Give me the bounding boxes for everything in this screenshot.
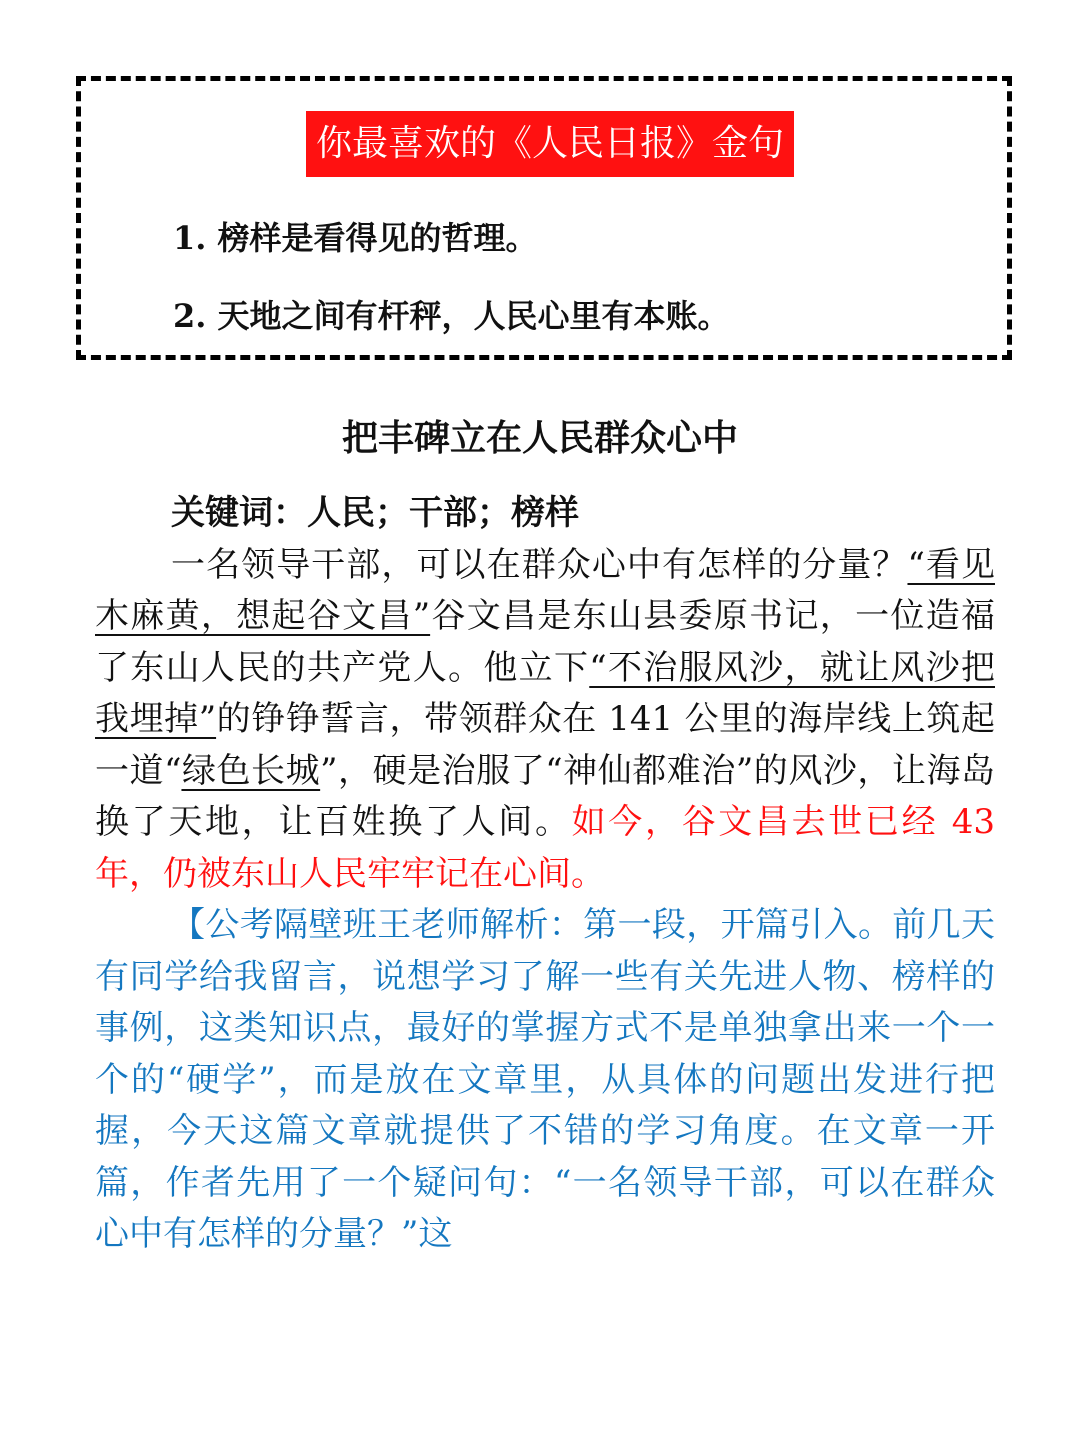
article-title: 把丰碑立在人民群众心中 [341,417,738,459]
para1-text-3: 的铮铮誓言，带领群众在 141 公里的海岸线上筑起一道“ [95,699,995,791]
underlined-green-wall: 绿色长城 [181,750,321,791]
analysis-paragraph: 【公考隔壁班王老师解析：第一段，开篇引入。前几天有同学给我留言，说想学习了解一些有关先进人物、榜样的事例，这类知识点，最好的掌握方式不是单独拿出来一个一个的“硬学”，而是放在文章里，从具体的问题出发进行把握，今天这篇文章就提供了不错的学习角度。在文章一开篇，作者先用了一个疑问句：“一名领导干部，可以在群众心中有怎样的分量？”这 [95,905,995,1254]
quotes-banner: 你最喜欢的《人民日报》金句 [306,111,794,177]
underlined-quote-2: “不治服风沙，就让风沙把我埋掉” [95,647,995,739]
para1-text-1: 一名领导干部，可以在群众心中有怎样的分量？ [171,544,908,585]
red-highlight-sentence: 如今，谷文昌去世已经 43 年，仍被东山人民牢牢记在心间。 [95,802,995,894]
article-body [95,488,995,1261]
keywords-line: 关键词：人民；干部；榜样 [171,493,579,533]
quote-item-2: 2. 天地之间有杆秤，人民心里有本账。 [173,297,730,335]
golden-quotes-box [76,76,1012,360]
para1-text-4: ”，硬是治服了“神仙都难治”的风沙，让海岛换了天地，让百姓换了人间。 [95,750,995,842]
quote-item-1: 1. 榜样是看得见的哲理。 [173,219,538,257]
paragraph-1 [95,540,995,901]
para1-text-2: 谷文昌是东山县委原书记，一位造福了东山人民的共产党人。他立下 [95,596,995,688]
underlined-quote-1: “看见木麻黄，想起谷文昌” [95,544,995,636]
